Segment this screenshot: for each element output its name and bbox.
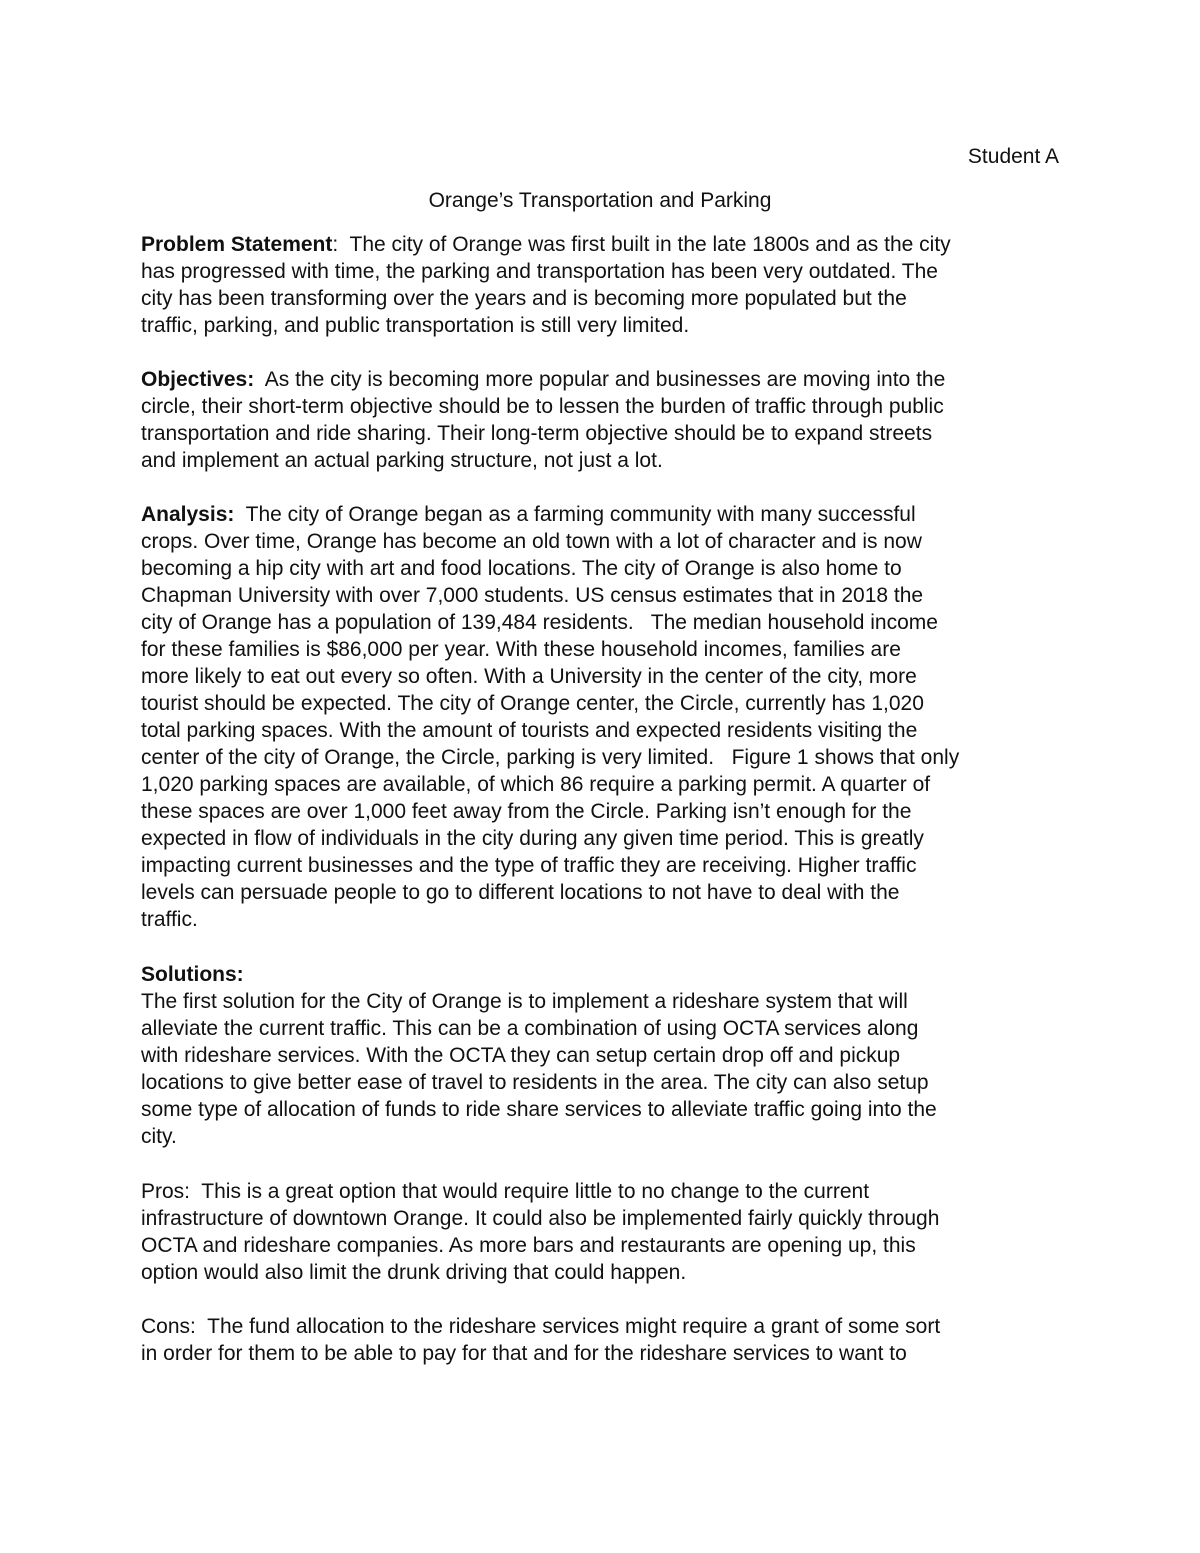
analysis-line-8: tourist should be expected. The city of Orange center, the Circle, currently has 1,020 (141, 692, 924, 715)
analysis-line-14: impacting current businesses and the type of traffic they are receiving. Higher traffic (141, 854, 917, 877)
pros-line-3: OCTA and rideshare companies. As more bars and restaurants are opening up, this (141, 1234, 916, 1257)
objectives-line-3: transportation and ride sharing. Their long-term objective should be to expand streets (141, 422, 933, 445)
analysis-line-1 (141, 501, 916, 528)
analysis-line-2: crops. Over time, Orange has become an old town with a lot of character and is now (141, 530, 922, 553)
solutions-line-4: locations to give better ease of travel to residents in the area. The city can also setup (141, 1071, 929, 1094)
analysis-line-13: expected in flow of individuals in the city during any given time period. This is greatly (141, 827, 924, 850)
analysis-line-10: center of the city of Orange, the Circle, parking is very limited. Figure 1 shows that only (141, 746, 960, 769)
solutions-line-1: The first solution for the City of Orange is to implement a rideshare system that will (141, 990, 908, 1013)
problem-heading-colon: : (332, 233, 339, 256)
analysis-line-12: these spaces are over 1,000 feet away from the Circle. Parking isn’t enough for the (141, 800, 912, 823)
analysis-line-15: levels can persuade people to go to different locations to not have to deal with the (141, 881, 900, 904)
problem-line-3: city has been transforming over the years and is becoming more populated but the (141, 287, 907, 310)
author-name: Student A (967, 145, 1059, 168)
problem-heading: Problem Statement (141, 233, 333, 256)
cons-line-1: Cons: The fund allocation to the rideshare services might require a grant of some sort (141, 1315, 941, 1338)
problem-text-1: The city of Orange was first built in the late 1800s and as the city (338, 233, 951, 256)
solutions-heading: Solutions: (141, 963, 244, 986)
pros-line-2: infrastructure of downtown Orange. It could also be implemented fairly quickly through (141, 1207, 940, 1230)
solutions-line-3: with rideshare services. With the OCTA they can setup certain drop off and pickup (141, 1044, 901, 1067)
objectives-line-4: and implement an actual parking structure, not just a lot. (141, 449, 663, 472)
objectives-heading: Objectives: (141, 368, 255, 391)
analysis-line-11: 1,020 parking spaces are available, of which 86 require a parking permit. A quarter of (141, 773, 931, 796)
analysis-line-4: Chapman University with over 7,000 students. US census estimates that in 2018 the (141, 584, 924, 607)
solutions-line-2: alleviate the current traffic. This can be a combination of using OCTA services along (141, 1017, 919, 1040)
pros-line-4: option would also limit the drunk driving that could happen. (141, 1261, 687, 1284)
analysis-line-16: traffic. (141, 908, 198, 931)
objectives-text-1: As the city is becoming more popular and businesses are moving into the (254, 368, 946, 391)
problem-line-1 (141, 231, 951, 258)
solutions-line-6: city. (141, 1125, 177, 1148)
problem-line-4: traffic, parking, and public transportation is still very limited. (141, 314, 690, 337)
objectives-line-1 (141, 366, 945, 393)
analysis-line-6: for these families is $86,000 per year. With these household incomes, families are (141, 638, 901, 661)
solutions-line-5: some type of allocation of funds to ride share services to alleviate traffic going into the (141, 1098, 937, 1121)
analysis-line-5: city of Orange has a population of 139,484 residents. The median household income (141, 611, 938, 634)
analysis-heading: Analysis: (141, 503, 235, 526)
analysis-line-7: more likely to eat out every so often. With a University in the center of the city, more (141, 665, 917, 688)
analysis-text-1: The city of Orange began as a farming community with many successful (234, 503, 916, 526)
analysis-line-3: becoming a hip city with art and food locations. The city of Orange is also home to (141, 557, 902, 580)
cons-line-2: in order for them to be able to pay for that and for the rideshare services to want to (141, 1342, 907, 1365)
analysis-line-9: total parking spaces. With the amount of tourists and expected residents visiting the (141, 719, 918, 742)
pros-line-1: Pros: This is a great option that would require little to no change to the current (141, 1180, 870, 1203)
problem-line-2: has progressed with time, the parking and transportation has been very outdated. The (141, 260, 938, 283)
document-title: Orange’s Transportation and Parking (428, 189, 772, 212)
objectives-line-2: circle, their short-term objective should be to lessen the burden of traffic through public (141, 395, 944, 418)
